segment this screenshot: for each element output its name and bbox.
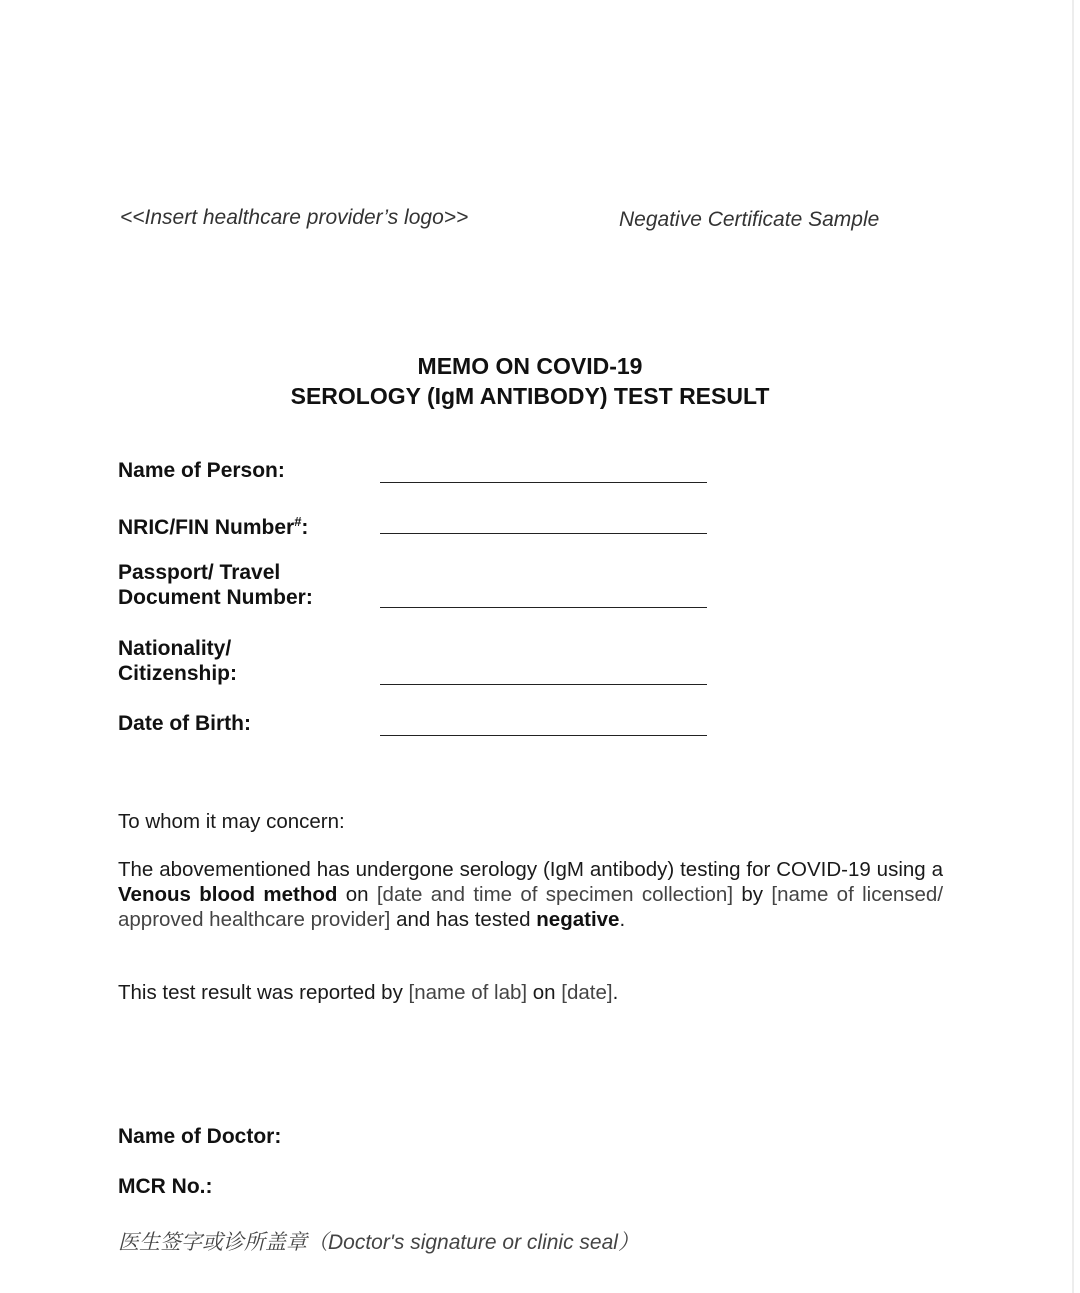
passport-label xyxy=(118,560,313,610)
mcr-number-label: MCR No.: xyxy=(118,1175,213,1198)
signature-note: 医生签字或诊所盖章（Doctor's signature or clinic seal） xyxy=(118,1231,639,1254)
document-title-line-1: MEMO ON COVID-19 xyxy=(417,353,643,379)
result-text: and has tested xyxy=(390,908,537,931)
report-paragraph xyxy=(118,980,943,1005)
date-of-birth-field[interactable] xyxy=(380,735,707,736)
result-text: . xyxy=(619,908,626,931)
nationality-label xyxy=(118,636,237,686)
nationality-field[interactable] xyxy=(380,684,707,685)
nationality-label-line-2: Citizenship: xyxy=(118,662,237,685)
name-of-person-field[interactable] xyxy=(380,482,707,483)
logo-placeholder: <<Insert healthcare provider’s logo>> xyxy=(120,206,469,229)
report-text: . xyxy=(612,981,619,1004)
result-paragraph xyxy=(118,857,943,932)
nric-footnote-mark: # xyxy=(294,514,302,529)
doctor-name-label: Name of Doctor: xyxy=(118,1125,282,1148)
nric-fin-label-colon: : xyxy=(301,516,309,539)
method-text: Venous blood method xyxy=(118,883,338,906)
passport-label-line-1: Passport/ Travel xyxy=(118,561,281,584)
nationality-label-line-1: Nationality/ xyxy=(118,637,232,660)
name-of-person-label: Name of Person: xyxy=(118,459,285,482)
sample-label: Negative Certificate Sample xyxy=(619,208,880,231)
lab-name-placeholder: [name of lab] xyxy=(408,981,528,1004)
nric-fin-field[interactable] xyxy=(380,533,707,534)
provider-placeholder: [name of licensed/ approved healthcare provider] xyxy=(118,883,944,931)
document-title-line-2: SEROLOGY (IgM ANTIBODY) TEST RESULT xyxy=(290,383,770,409)
report-text: on xyxy=(527,981,562,1004)
passport-field[interactable] xyxy=(380,607,707,608)
result-text: on xyxy=(337,883,377,906)
page-edge xyxy=(1072,0,1074,1293)
result-text: by xyxy=(733,883,772,906)
salutation: To whom it may concern: xyxy=(118,810,345,833)
date-of-birth-label: Date of Birth: xyxy=(118,712,251,735)
result-value: negative xyxy=(536,908,620,931)
result-text: The abovementioned has undergone serology (IgM antibody) testing for COVID-19 using a xyxy=(118,858,943,881)
report-text: This test result was reported by xyxy=(118,981,409,1004)
passport-label-line-2: Document Number: xyxy=(118,586,313,609)
nric-fin-label-text: NRIC/FIN Number xyxy=(118,516,295,539)
nric-fin-label xyxy=(118,509,308,540)
report-date-placeholder: [date] xyxy=(561,981,613,1004)
specimen-date-placeholder: [date and time of specimen collection] xyxy=(376,883,734,906)
